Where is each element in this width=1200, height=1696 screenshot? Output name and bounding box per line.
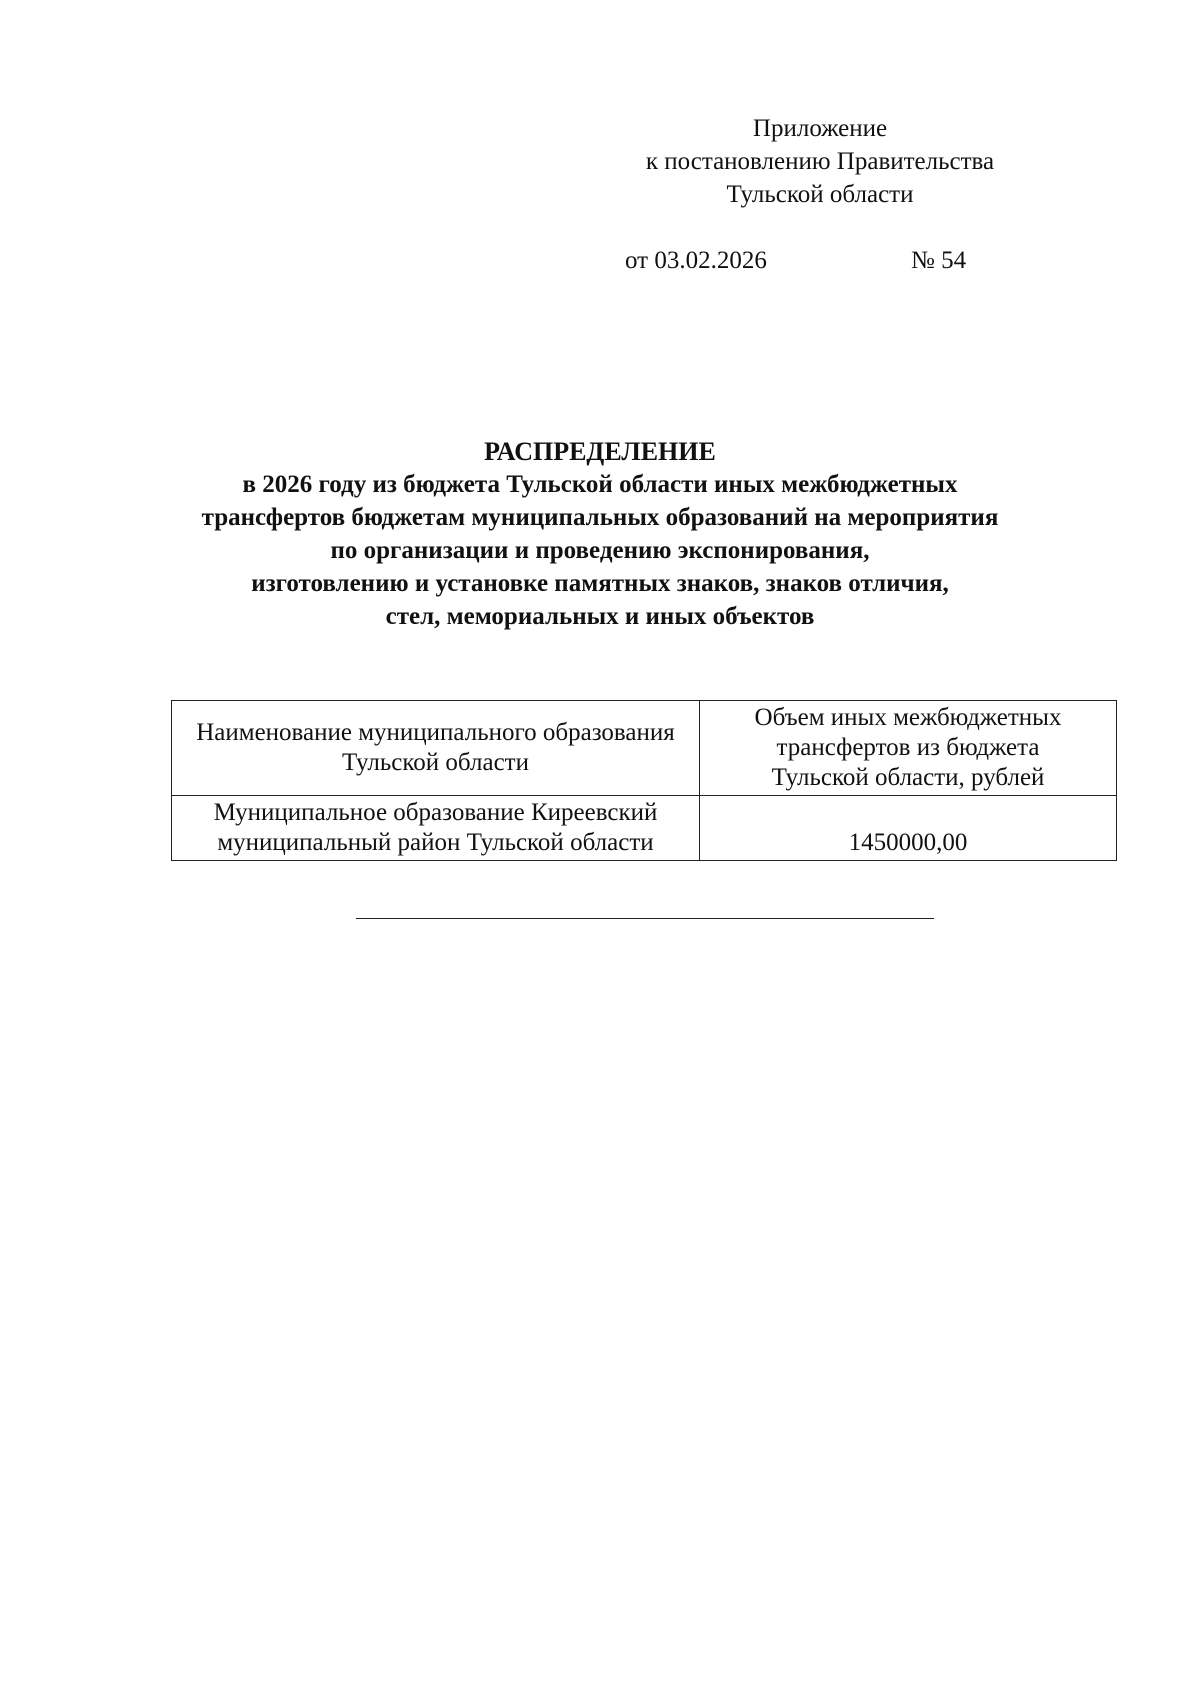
header-volume-line-2: трансфертов из бюджета: [776, 734, 1040, 761]
header-volume-line-1: Объем иных межбюджетных: [754, 704, 1062, 731]
appendix-region: Тульской области: [726, 181, 914, 208]
distribution-table: [171, 700, 1117, 861]
title-main: РАСПРЕДЕЛЕНИЕ: [484, 437, 716, 466]
title-line-3: по организации и проведению экспонирования,: [330, 537, 870, 564]
appendix-header: [610, 112, 1030, 211]
title-line-2: трансфертов бюджетам муниципальных образований на мероприятия: [201, 504, 999, 531]
header-transfer-volume: [700, 701, 1117, 796]
table-header-row: [172, 701, 1117, 796]
resolution-date: от 03.02.2026: [625, 247, 767, 274]
cell-municipality-name: [172, 796, 700, 861]
header-name-line-1: Наименование муниципального образования: [196, 719, 675, 746]
cell-transfer-volume: 1450000,00: [700, 796, 1117, 861]
header-volume-line-3: Тульской области, рублей: [771, 764, 1045, 791]
header-municipality-name: [172, 701, 700, 796]
end-separator-line: [356, 918, 934, 919]
cell-name-line-1: Муниципальное образование Киреевский: [213, 799, 658, 826]
appendix-label: Приложение: [752, 115, 888, 142]
title-line-5: стел, мемориальных и иных объектов: [385, 603, 815, 630]
cell-name-line-2: муниципальный район Тульской области: [217, 829, 654, 856]
resolution-date-number: [625, 244, 1025, 278]
table-row: [172, 796, 1117, 861]
title-line-1: в 2026 году из бюджета Тульской области иных межбюджетных: [242, 471, 958, 498]
header-name-line-2: Тульской области: [342, 749, 529, 776]
appendix-resolution-ref: к постановлению Правительства: [645, 148, 995, 175]
document-title: [140, 435, 1060, 633]
resolution-number: № 54: [911, 247, 967, 274]
title-line-4: изготовлению и установке памятных знаков, знаков отличия,: [251, 570, 949, 597]
